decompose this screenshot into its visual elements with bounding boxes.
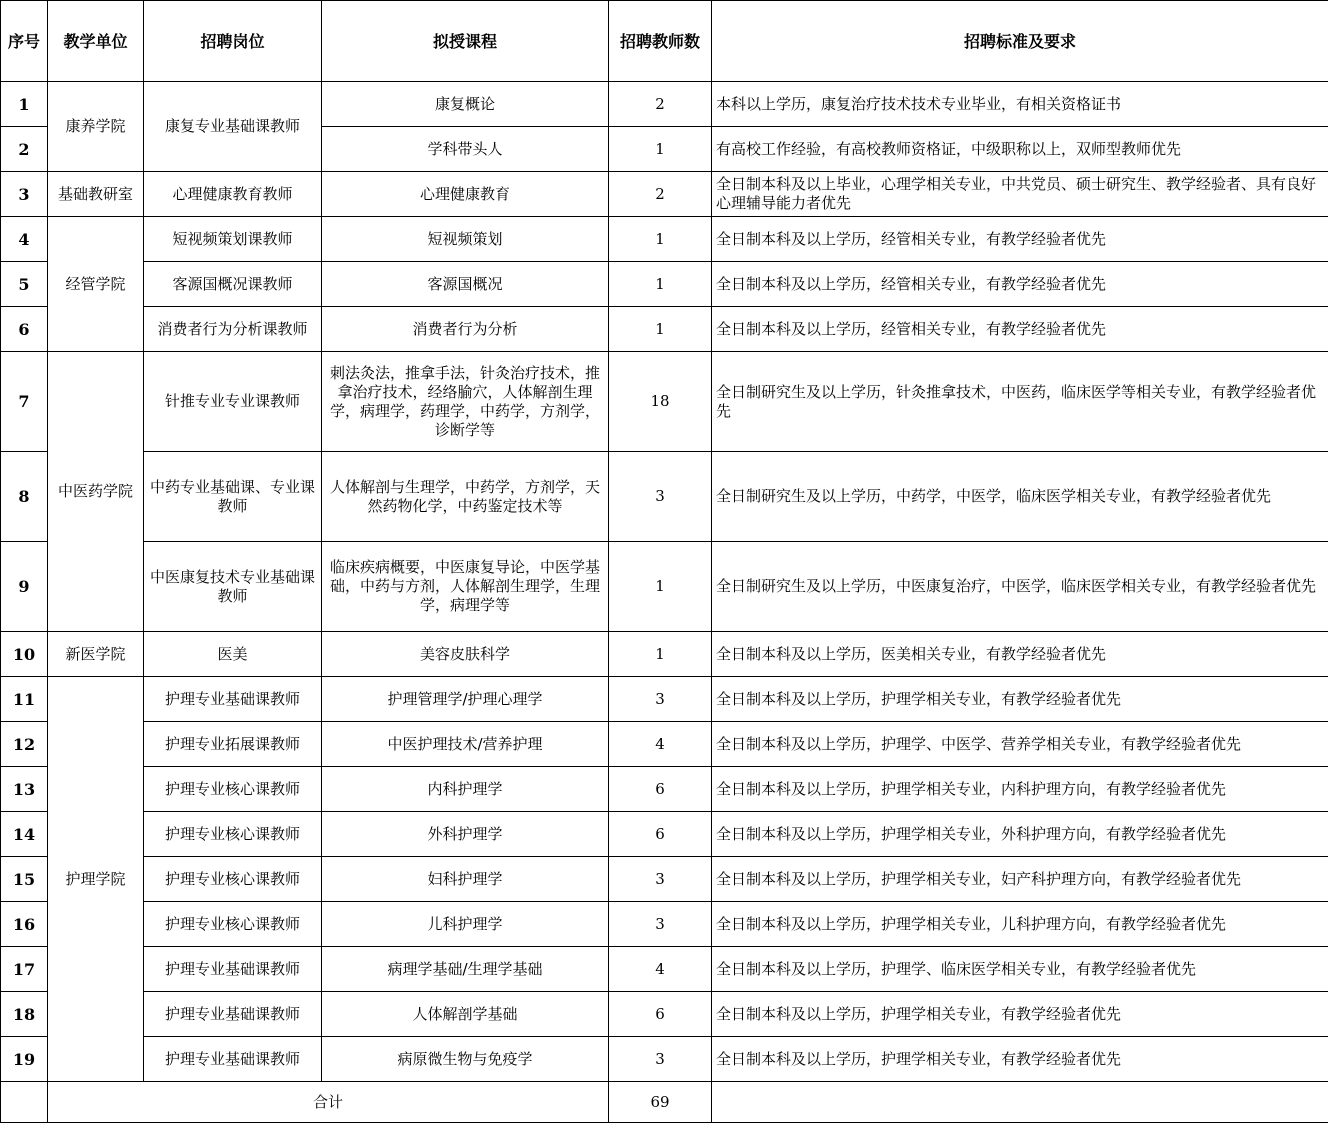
course-name: 短视频策划	[322, 217, 609, 262]
course-name: 病理学基础/生理学基础	[322, 947, 609, 992]
teacher-count: 18	[609, 352, 712, 452]
row-number: 11	[1, 677, 48, 722]
total-label: 合计	[48, 1082, 609, 1123]
requirements: 全日制本科及以上学历，护理学相关专业，有教学经验者优先	[712, 992, 1328, 1037]
teaching-unit: 中医药学院	[48, 352, 144, 632]
course-name: 护理管理学/护理心理学	[322, 677, 609, 722]
course-name: 人体解剖学基础	[322, 992, 609, 1037]
total-row	[1, 1082, 1328, 1123]
header-requirements: 招聘标准及要求	[712, 1, 1328, 82]
table-row	[1, 452, 1328, 542]
post-name: 中医康复技术专业基础课教师	[144, 542, 322, 632]
table-row	[1, 902, 1328, 947]
teaching-unit: 新医学院	[48, 632, 144, 677]
requirements: 全日制本科及以上学历，经管相关专业，有教学经验者优先	[712, 262, 1328, 307]
table-row	[1, 1037, 1328, 1082]
teacher-count: 6	[609, 992, 712, 1037]
header-unit: 教学单位	[48, 1, 144, 82]
table-row	[1, 677, 1328, 722]
row-number: 2	[1, 127, 48, 172]
post-name: 护理专业基础课教师	[144, 1037, 322, 1082]
row-number: 18	[1, 992, 48, 1037]
post-name: 护理专业核心课教师	[144, 902, 322, 947]
requirements: 全日制研究生及以上学历，针灸推拿技术，中医药，临床医学等相关专业，有教学经验者优先	[712, 352, 1328, 452]
row-number: 12	[1, 722, 48, 767]
table-row	[1, 857, 1328, 902]
post-name: 护理专业基础课教师	[144, 992, 322, 1037]
post-name: 消费者行为分析课教师	[144, 307, 322, 352]
table-row	[1, 262, 1328, 307]
teacher-count: 1	[609, 632, 712, 677]
post-name: 护理专业基础课教师	[144, 677, 322, 722]
teacher-count: 1	[609, 262, 712, 307]
teacher-count: 2	[609, 82, 712, 127]
row-number: 3	[1, 172, 48, 217]
teacher-count: 4	[609, 947, 712, 992]
teacher-count: 6	[609, 812, 712, 857]
table-row	[1, 82, 1328, 127]
post-name: 医美	[144, 632, 322, 677]
total-empty-cell	[1, 1082, 48, 1123]
requirements: 全日制本科及以上学历，护理学相关专业，外科护理方向，有教学经验者优先	[712, 812, 1328, 857]
header-post: 招聘岗位	[144, 1, 322, 82]
teacher-count: 3	[609, 452, 712, 542]
course-name: 消费者行为分析	[322, 307, 609, 352]
course-name: 客源国概况	[322, 262, 609, 307]
teaching-unit: 康养学院	[48, 82, 144, 172]
post-name: 护理专业拓展课教师	[144, 722, 322, 767]
table-row	[1, 947, 1328, 992]
post-name: 康复专业基础课教师	[144, 82, 322, 172]
requirements: 全日制研究生及以上学历，中药学，中医学，临床医学相关专业，有教学经验者优先	[712, 452, 1328, 542]
table-row	[1, 812, 1328, 857]
header-course: 拟授课程	[322, 1, 609, 82]
requirements: 全日制本科及以上学历，医美相关专业，有教学经验者优先	[712, 632, 1328, 677]
post-name: 心理健康教育教师	[144, 172, 322, 217]
row-number: 1	[1, 82, 48, 127]
teaching-unit: 护理学院	[48, 677, 144, 1082]
table-row	[1, 722, 1328, 767]
header-count: 招聘教师数	[609, 1, 712, 82]
table-row	[1, 307, 1328, 352]
requirements: 全日制本科及以上学历，护理学相关专业，妇产科护理方向，有教学经验者优先	[712, 857, 1328, 902]
requirements: 全日制本科及以上毕业，心理学相关专业，中共党员、硕士研究生、教学经验者、具有良好心理辅导能力者优先	[712, 172, 1328, 217]
row-number: 4	[1, 217, 48, 262]
requirements: 全日制本科及以上学历，护理学、中医学、营养学相关专业，有教学经验者优先	[712, 722, 1328, 767]
requirements: 全日制研究生及以上学历，中医康复治疗，中医学，临床医学相关专业，有教学经验者优先	[712, 542, 1328, 632]
requirements: 全日制本科及以上学历，护理学相关专业，有教学经验者优先	[712, 677, 1328, 722]
table-row	[1, 352, 1328, 452]
teaching-unit: 经管学院	[48, 217, 144, 352]
post-name: 短视频策划课教师	[144, 217, 322, 262]
total-count: 69	[609, 1082, 712, 1123]
row-number: 15	[1, 857, 48, 902]
post-name: 针推专业专业课教师	[144, 352, 322, 452]
row-number: 10	[1, 632, 48, 677]
course-name: 临床疾病概要，中医康复导论，中医学基础，中药与方剂，人体解剖生理学，生理学，病理学等	[322, 542, 609, 632]
course-name: 康复概论	[322, 82, 609, 127]
post-name: 护理专业基础课教师	[144, 947, 322, 992]
post-name: 客源国概况课教师	[144, 262, 322, 307]
teacher-count: 1	[609, 542, 712, 632]
table-row	[1, 542, 1328, 632]
table-row	[1, 632, 1328, 677]
row-number: 8	[1, 452, 48, 542]
course-name: 中医护理技术/营养护理	[322, 722, 609, 767]
teacher-count: 1	[609, 127, 712, 172]
row-number: 19	[1, 1037, 48, 1082]
teaching-unit: 基础教研室	[48, 172, 144, 217]
row-number: 16	[1, 902, 48, 947]
table-row	[1, 172, 1328, 217]
row-number: 9	[1, 542, 48, 632]
row-number: 17	[1, 947, 48, 992]
course-name: 刺法灸法，推拿手法，针灸治疗技术，推拿治疗技术，经络腧穴，人体解剖生理学，病理学，药理学，中药学，方剂学，诊断学等	[322, 352, 609, 452]
header-no: 序号	[1, 1, 48, 82]
requirements: 全日制本科及以上学历，护理学、临床医学相关专业，有教学经验者优先	[712, 947, 1328, 992]
course-name: 内科护理学	[322, 767, 609, 812]
course-name: 美容皮肤科学	[322, 632, 609, 677]
requirements: 有高校工作经验，有高校教师资格证，中级职称以上，双师型教师优先	[712, 127, 1328, 172]
post-name: 中药专业基础课、专业课教师	[144, 452, 322, 542]
row-number: 7	[1, 352, 48, 452]
teacher-count: 1	[609, 307, 712, 352]
table-row	[1, 217, 1328, 262]
requirements: 全日制本科及以上学历，护理学相关专业，儿科护理方向，有教学经验者优先	[712, 902, 1328, 947]
course-name: 儿科护理学	[322, 902, 609, 947]
total-empty-requirements	[712, 1082, 1328, 1123]
post-name: 护理专业核心课教师	[144, 767, 322, 812]
teacher-count: 4	[609, 722, 712, 767]
post-name: 护理专业核心课教师	[144, 812, 322, 857]
teacher-count: 3	[609, 677, 712, 722]
teacher-count: 3	[609, 857, 712, 902]
course-name: 人体解剖与生理学，中药学，方剂学，天然药物化学，中药鉴定技术等	[322, 452, 609, 542]
course-name: 学科带头人	[322, 127, 609, 172]
course-name: 病原微生物与免疫学	[322, 1037, 609, 1082]
requirements: 全日制本科及以上学历，经管相关专业，有教学经验者优先	[712, 217, 1328, 262]
course-name: 外科护理学	[322, 812, 609, 857]
row-number: 14	[1, 812, 48, 857]
teacher-count: 3	[609, 902, 712, 947]
teacher-count: 1	[609, 217, 712, 262]
header-row	[1, 1, 1328, 82]
post-name: 护理专业核心课教师	[144, 857, 322, 902]
row-number: 13	[1, 767, 48, 812]
teacher-count: 3	[609, 1037, 712, 1082]
table-row	[1, 767, 1328, 812]
table-row	[1, 992, 1328, 1037]
course-name: 妇科护理学	[322, 857, 609, 902]
row-number: 5	[1, 262, 48, 307]
requirements: 本科以上学历，康复治疗技术技术专业毕业，有相关资格证书	[712, 82, 1328, 127]
requirements: 全日制本科及以上学历，经管相关专业，有教学经验者优先	[712, 307, 1328, 352]
row-number: 6	[1, 307, 48, 352]
teacher-count: 2	[609, 172, 712, 217]
teacher-count: 6	[609, 767, 712, 812]
course-name: 心理健康教育	[322, 172, 609, 217]
requirements: 全日制本科及以上学历，护理学相关专业，有教学经验者优先	[712, 1037, 1328, 1082]
requirements: 全日制本科及以上学历，护理学相关专业，内科护理方向，有教学经验者优先	[712, 767, 1328, 812]
